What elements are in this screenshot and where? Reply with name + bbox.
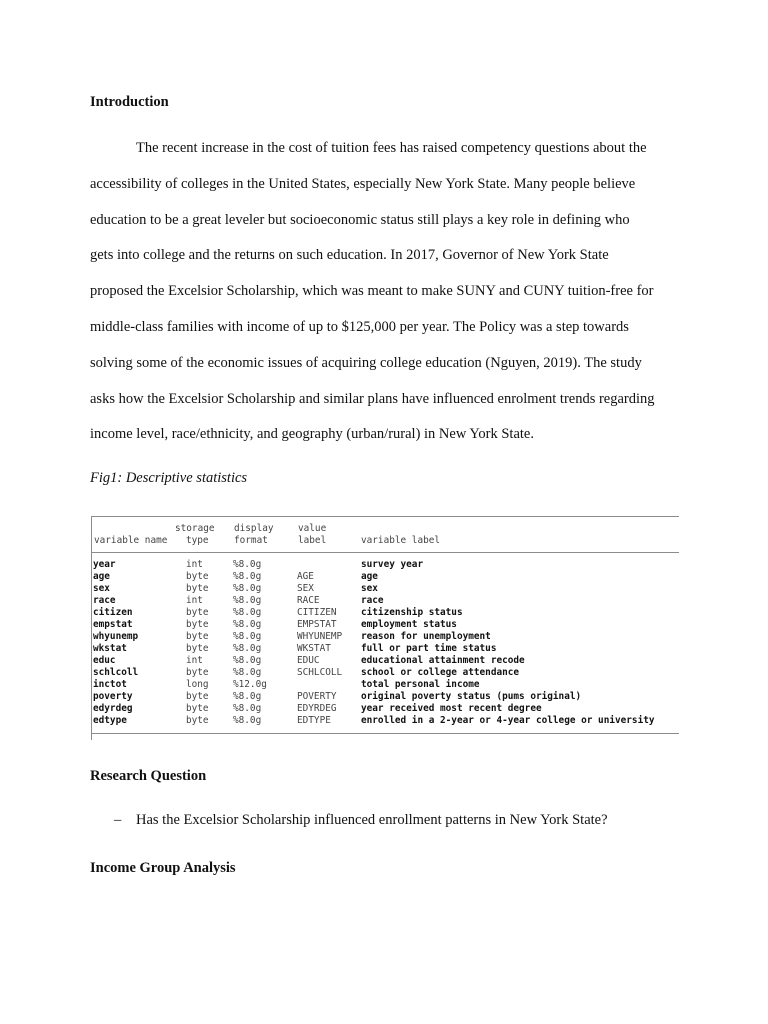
header-storage: storage [175, 523, 215, 534]
storage-type-cell: byte [186, 703, 209, 714]
storage-type-cell: byte [186, 619, 209, 630]
variable-label-cell: employment status [361, 619, 457, 630]
table-row [93, 643, 679, 655]
paragraph-line: middle-class families with income of up to $125,000 per year. The Policy was a step towards [90, 318, 629, 335]
storage-type-cell: long [186, 679, 209, 690]
display-format-cell: %12.0g [233, 679, 267, 690]
variable-name-cell: edtype [93, 715, 127, 726]
storage-type-cell: byte [186, 643, 209, 654]
paragraph-line: proposed the Excelsior Scholarship, which was meant to make SUNY and CUNY tuition-free for [90, 283, 654, 300]
header-display: display [234, 523, 274, 534]
paragraph-line: accessibility of colleges in the United States, especially New York State. Many people believe [90, 175, 636, 192]
header-value: value [298, 523, 327, 534]
variable-label-cell: school or college attendance [361, 667, 520, 678]
value-label-cell: EDUC [297, 655, 320, 666]
value-label-cell: EDTYPE [297, 715, 331, 726]
header-format: format [234, 535, 268, 546]
research-question-heading: Research Question [90, 768, 207, 784]
variable-name-cell: edyrdeg [93, 703, 133, 714]
paragraph-line: gets into college and the returns on such education. In 2017, Governor of New York State [90, 247, 609, 264]
variable-name-cell: educ [93, 655, 116, 666]
storage-type-cell: byte [186, 607, 209, 618]
descriptive-statistics-table [90, 512, 680, 740]
variable-label-cell: total personal income [361, 679, 480, 690]
storage-type-cell: byte [186, 631, 209, 642]
table-row [93, 703, 679, 715]
table-row [93, 631, 679, 643]
display-format-cell: %8.0g [233, 691, 262, 702]
value-label-cell: SEX [297, 583, 314, 594]
table-row [93, 679, 679, 691]
table-row [93, 583, 679, 595]
value-label-cell: RACE [297, 595, 320, 606]
bullet-dash-icon: – [114, 812, 122, 828]
variable-label-cell: race [361, 595, 384, 606]
variable-label-cell: original poverty status (pums original) [361, 691, 582, 702]
variable-label-cell: educational attainment recode [361, 655, 525, 666]
header-variable-name: variable name [94, 535, 168, 546]
table-header-rule [91, 552, 679, 553]
table-row [93, 691, 679, 703]
value-label-cell: EDYRDEG [297, 703, 337, 714]
storage-type-cell: byte [186, 571, 209, 582]
variable-label-cell: full or part time status [361, 643, 497, 654]
paragraph-line: income level, race/ethnicity, and geography (urban/rural) in New York State. [90, 426, 534, 443]
variable-label-cell: reason for unemployment [361, 631, 491, 642]
value-label-cell: CITIZEN [297, 607, 337, 618]
storage-type-cell: int [186, 559, 203, 570]
value-label-cell: AGE [297, 571, 314, 582]
value-label-cell: EMPSTAT [297, 619, 337, 630]
variable-name-cell: year [93, 559, 116, 570]
introduction-paragraph [90, 136, 680, 458]
storage-type-cell: byte [186, 715, 209, 726]
variable-name-cell: whyunemp [93, 631, 139, 642]
variable-label-cell: sex [361, 583, 378, 594]
introduction-heading: Introduction [90, 94, 169, 110]
display-format-cell: %8.0g [233, 703, 262, 714]
display-format-cell: %8.0g [233, 583, 262, 594]
storage-type-cell: int [186, 595, 203, 606]
paragraph-line: education to be a great leveler but socioeconomic status still plays a key role in defining who [90, 211, 630, 228]
table-row [93, 595, 679, 607]
variable-name-cell: sex [93, 583, 110, 594]
variable-label-cell: year received most recent degree [361, 703, 542, 714]
variable-label-cell: survey year [361, 559, 424, 570]
table-row [93, 607, 679, 619]
research-question-text: Has the Excelsior Scholarship influenced enrollment patterns in New York State? [136, 812, 608, 828]
storage-type-cell: int [186, 655, 203, 666]
variable-name-cell: race [93, 595, 116, 606]
storage-type-cell: byte [186, 583, 209, 594]
display-format-cell: %8.0g [233, 631, 262, 642]
value-label-cell: POVERTY [297, 691, 337, 702]
table-left-rule [91, 516, 92, 740]
variable-name-cell: citizen [93, 607, 133, 618]
storage-type-cell: byte [186, 667, 209, 678]
variable-name-cell: wkstat [93, 643, 127, 654]
header-label: label [298, 535, 327, 546]
variable-name-cell: empstat [93, 619, 133, 630]
paragraph-line: The recent increase in the cost of tuition fees has raised competency questions about the [136, 140, 647, 156]
display-format-cell: %8.0g [233, 595, 262, 606]
table-top-rule [91, 516, 679, 517]
display-format-cell: %8.0g [233, 667, 262, 678]
display-format-cell: %8.0g [233, 619, 262, 630]
display-format-cell: %8.0g [233, 571, 262, 582]
paragraph-line: asks how the Excelsior Scholarship and similar plans have influenced enrolment trends regarding [90, 390, 655, 407]
variable-name-cell: poverty [93, 691, 133, 702]
table-row [93, 559, 679, 571]
table-bottom-rule [91, 733, 679, 734]
header-variable-label: variable label [361, 535, 441, 546]
header-type: type [186, 535, 209, 546]
value-label-cell: SCHLCOLL [297, 667, 343, 678]
value-label-cell: WKSTAT [297, 643, 331, 654]
display-format-cell: %8.0g [233, 559, 262, 570]
table-row [93, 715, 679, 727]
table-row [93, 655, 679, 667]
display-format-cell: %8.0g [233, 607, 262, 618]
variable-label-cell: age [361, 571, 378, 582]
variable-name-cell: inctot [93, 679, 127, 690]
table-row [93, 619, 679, 631]
display-format-cell: %8.0g [233, 715, 262, 726]
variable-label-cell: enrolled in a 2-year or 4-year college or university [361, 715, 655, 726]
variable-label-cell: citizenship status [361, 607, 463, 618]
storage-type-cell: byte [186, 691, 209, 702]
paragraph-line: solving some of the economic issues of acquiring college education (Nguyen, 2019). The study [90, 354, 642, 371]
income-group-heading: Income Group Analysis [90, 860, 236, 876]
value-label-cell: WHYUNEMP [297, 631, 343, 642]
table-row [93, 571, 679, 583]
variable-name-cell: age [93, 571, 110, 582]
display-format-cell: %8.0g [233, 643, 262, 654]
table-row [93, 667, 679, 679]
figure-caption: Fig1: Descriptive statistics [90, 470, 248, 486]
variable-name-cell: schlcoll [93, 667, 139, 678]
display-format-cell: %8.0g [233, 655, 262, 666]
